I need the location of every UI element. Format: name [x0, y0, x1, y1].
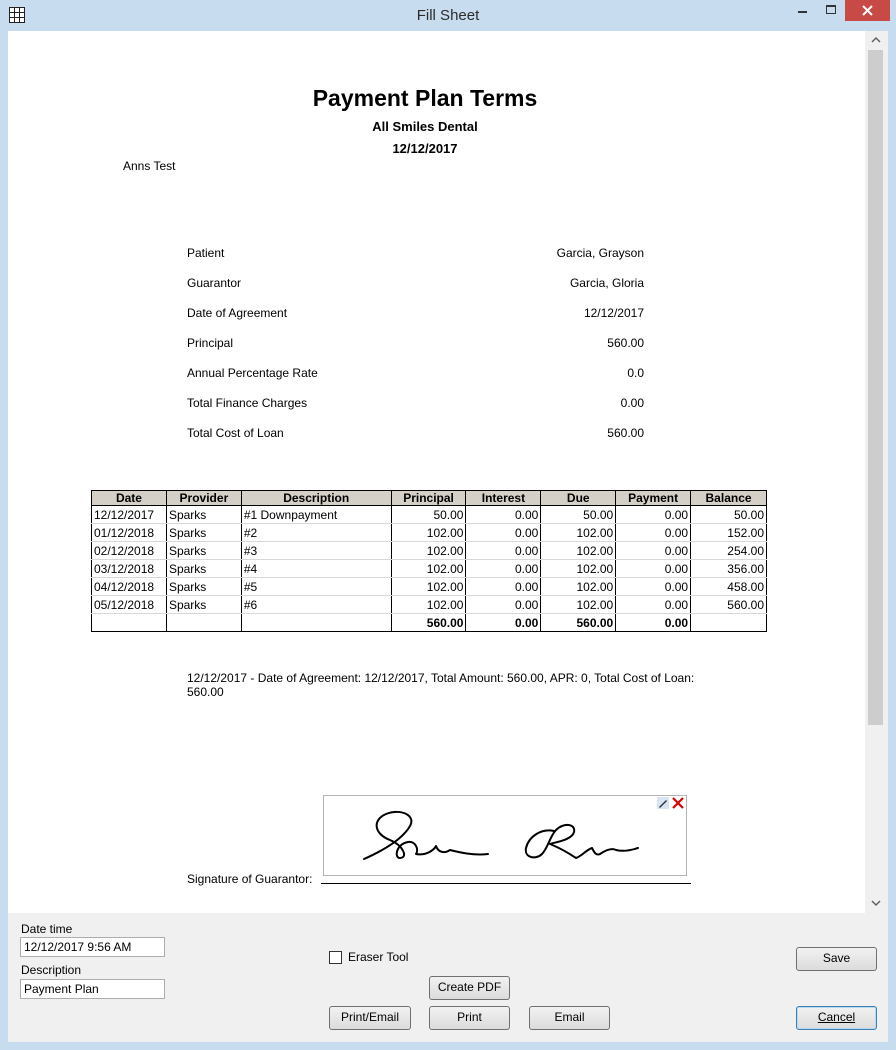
table-cell: #3 — [241, 542, 391, 560]
table-cell: #1 Downpayment — [241, 506, 391, 524]
table-cell: Sparks — [166, 578, 241, 596]
table-cell: 102.00 — [541, 542, 616, 560]
signature-label: Signature of Guarantor: — [187, 872, 313, 886]
info-value-apr: 0.0 — [627, 366, 644, 380]
column-header: Principal — [391, 491, 466, 506]
info-label-apr: Annual Percentage Rate — [187, 366, 318, 380]
table-cell: 0.00 — [466, 596, 541, 614]
table-cell: 102.00 — [391, 596, 466, 614]
table-cell: 102.00 — [391, 560, 466, 578]
close-icon — [845, 0, 890, 21]
print-email-button[interactable]: Print/Email — [329, 1006, 411, 1030]
table-cell: 102.00 — [541, 560, 616, 578]
payment-schedule-table — [91, 490, 767, 632]
table-cell: Sparks — [166, 506, 241, 524]
table-row — [92, 596, 767, 614]
print-button[interactable]: Print — [429, 1006, 510, 1030]
table-cell: #2 — [241, 524, 391, 542]
create-pdf-button[interactable]: Create PDF — [429, 976, 510, 1000]
table-cell: Sparks — [166, 542, 241, 560]
info-label-total-cost: Total Cost of Loan — [187, 426, 284, 440]
table-cell: 102.00 — [391, 578, 466, 596]
table-cell: 102.00 — [541, 578, 616, 596]
sheet-document — [8, 31, 865, 913]
table-cell: 560.00 — [691, 596, 767, 614]
window-title: Fill Sheet — [416, 7, 480, 24]
table-cell: #6 — [241, 596, 391, 614]
info-value-total-cost: 560.00 — [607, 426, 644, 440]
table-cell: 0.00 — [466, 506, 541, 524]
table-cell: #5 — [241, 578, 391, 596]
document-title: Payment Plan Terms — [312, 85, 538, 111]
cancel-button[interactable]: Cancel — [796, 1006, 877, 1030]
table-cell — [166, 614, 241, 632]
signature-tools — [657, 797, 684, 811]
pencil-icon[interactable] — [657, 797, 669, 809]
table-cell: 05/12/2018 — [92, 596, 167, 614]
note-text: Anns Test — [123, 159, 176, 173]
column-header: Provider — [166, 491, 241, 506]
maximize-icon — [818, 0, 844, 21]
table-cell: 152.00 — [691, 524, 767, 542]
info-value-guarantor: Garcia, Gloria — [569, 276, 644, 290]
table-cell — [92, 614, 167, 632]
save-button[interactable]: Save — [796, 947, 877, 971]
signature-box[interactable] — [323, 795, 687, 876]
table-cell: Sparks — [166, 560, 241, 578]
table-cell: 50.00 — [541, 506, 616, 524]
signature-drawing — [324, 796, 688, 877]
scrollbar-thumb[interactable] — [868, 50, 883, 725]
total-payment: 0.00 — [616, 614, 691, 632]
column-header: Balance — [691, 491, 767, 506]
info-value-principal: 560.00 — [607, 336, 644, 350]
column-header: Description — [241, 491, 391, 506]
table-cell: 102.00 — [391, 524, 466, 542]
table-row — [92, 524, 767, 542]
table-cell: Sparks — [166, 596, 241, 614]
table-cell: 0.00 — [616, 506, 691, 524]
table-cell: 0.00 — [616, 524, 691, 542]
info-value-agreement-date: 12/12/2017 — [583, 306, 644, 320]
table-cell: #4 — [241, 560, 391, 578]
table-cell: 102.00 — [541, 524, 616, 542]
column-header: Payment — [616, 491, 691, 506]
description-label: Description — [21, 963, 82, 977]
eraser-tool-label[interactable]: Eraser Tool — [348, 950, 409, 964]
table-cell: 50.00 — [691, 506, 767, 524]
table-cell: 102.00 — [541, 596, 616, 614]
clear-signature-icon[interactable] — [672, 797, 684, 809]
info-label-principal: Principal — [187, 336, 234, 350]
info-label-guarantor: Guarantor — [187, 276, 242, 290]
table-cell: 102.00 — [391, 542, 466, 560]
eraser-tool-checkbox[interactable] — [329, 951, 342, 964]
minimize-button[interactable] — [790, 0, 816, 21]
table-cell: 02/12/2018 — [92, 542, 167, 560]
table-cell: 03/12/2018 — [92, 560, 167, 578]
column-header: Date — [92, 491, 167, 506]
info-label-finance-charges: Total Finance Charges — [187, 396, 308, 410]
minimize-icon — [790, 0, 816, 21]
total-due: 560.00 — [541, 614, 616, 632]
info-label-agreement-date: Date of Agreement — [187, 306, 288, 320]
table-cell: 0.00 — [616, 596, 691, 614]
table-cell: 356.00 — [691, 560, 767, 578]
table-cell: 0.00 — [466, 524, 541, 542]
table-cell: 0.00 — [466, 578, 541, 596]
table-cell: 0.00 — [466, 542, 541, 560]
email-button[interactable]: Email — [529, 1006, 610, 1030]
vertical-scrollbar[interactable] — [865, 31, 888, 913]
datetime-field[interactable]: 12/12/2017 9:56 AM — [20, 937, 165, 957]
table-header-row — [92, 491, 767, 506]
datetime-label: Date time — [21, 922, 73, 936]
column-header: Interest — [466, 491, 541, 506]
table-cell — [241, 614, 391, 632]
close-window-button[interactable] — [845, 0, 890, 21]
document-date: 12/12/2017 — [392, 141, 458, 156]
dialog-client-area — [8, 31, 888, 1042]
table-cell: 50.00 — [391, 506, 466, 524]
table-cell: 0.00 — [616, 542, 691, 560]
info-value-finance-charges: 0.00 — [620, 396, 644, 410]
table-row — [92, 578, 767, 596]
table-cell: 458.00 — [691, 578, 767, 596]
table-cell: 0.00 — [466, 560, 541, 578]
maximize-button[interactable] — [818, 0, 844, 21]
table-cell: 0.00 — [616, 578, 691, 596]
table-cell: Sparks — [166, 524, 241, 542]
description-field[interactable]: Payment Plan — [20, 979, 165, 999]
totals-row — [92, 614, 767, 632]
scroll-down-icon[interactable] — [870, 897, 882, 909]
total-interest: 0.00 — [466, 614, 541, 632]
total-principal: 560.00 — [391, 614, 466, 632]
column-header: Due — [541, 491, 616, 506]
title-bar — [0, 0, 896, 31]
signature-line — [321, 883, 691, 884]
agreement-summary: 12/12/2017 - Date of Agreement: 12/12/2017, Total Amount: 560.00, APR: 0, Total Cost of Loan: 560.00 — [187, 671, 695, 699]
table-cell: 04/12/2018 — [92, 578, 167, 596]
practice-name: All Smiles Dental — [372, 119, 478, 134]
table-cell: 0.00 — [616, 560, 691, 578]
scroll-up-icon[interactable] — [870, 34, 882, 46]
table-row — [92, 542, 767, 560]
info-value-patient: Garcia, Grayson — [556, 246, 644, 260]
table-cell — [691, 614, 767, 632]
table-cell: 254.00 — [691, 542, 767, 560]
info-label-patient: Patient — [187, 246, 225, 260]
table-cell: 01/12/2018 — [92, 524, 167, 542]
table-row — [92, 560, 767, 578]
table-cell: 12/12/2017 — [92, 506, 167, 524]
table-row — [92, 506, 767, 524]
